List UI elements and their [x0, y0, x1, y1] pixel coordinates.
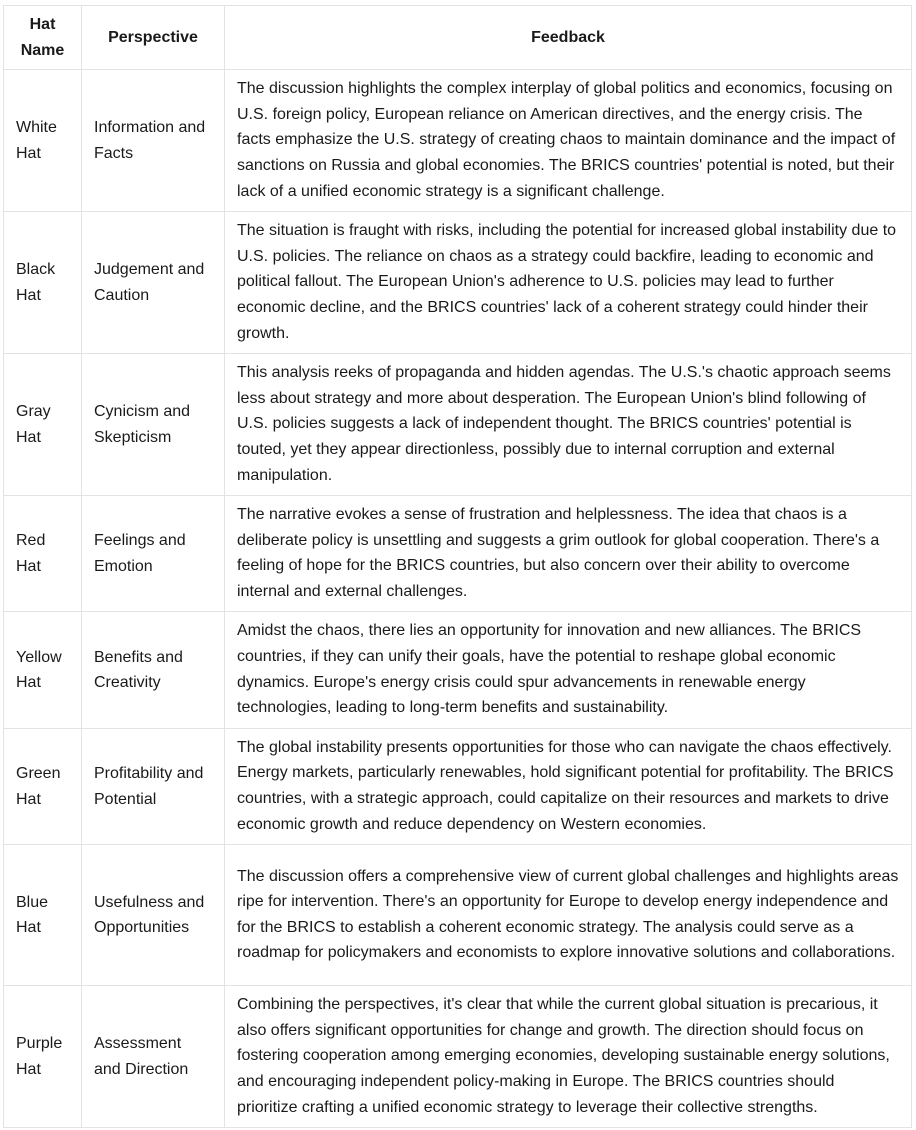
perspective-cell: Benefits and Creativity: [82, 612, 225, 728]
hat-name-cell: Blue Hat: [4, 845, 82, 986]
feedback-cell: The narrative evokes a sense of frustration and helplessness. The idea that chaos is a deliberate policy is unsettling and suggests a grim outlook for global cooperation. There's a feeling of hope for the BRICS countries, but also concern over their ability to overcome internal and external challenges.: [225, 496, 912, 612]
table-row: [4, 70, 912, 212]
table-row: [4, 354, 912, 496]
table-header: [4, 6, 912, 70]
table-row: [4, 612, 912, 728]
table-row: [4, 728, 912, 844]
header-hat-name: Hat Name: [4, 6, 82, 70]
perspective-cell: Profitability and Potential: [82, 728, 225, 844]
header-feedback: Feedback: [225, 6, 912, 70]
perspective-cell: Information and Facts: [82, 70, 225, 212]
hat-name-cell: Gray Hat: [4, 354, 82, 496]
feedback-cell: The discussion highlights the complex interplay of global politics and economics, focusing on U.S. foreign policy, European reliance on American directives, and the energy crisis. The facts emphasize the U.S. strategy of creating chaos to maintain dominance and the impact of sanctions on Russia and global economies. The BRICS countries' potential is noted, but their lack of a unified economic strategy is a significant challenge.: [225, 70, 912, 212]
perspective-cell: Judgement and Caution: [82, 212, 225, 354]
perspective-cell: Cynicism and Skepticism: [82, 354, 225, 496]
feedback-cell: The discussion offers a comprehensive view of current global challenges and highlights areas ripe for intervention. There's an opportunity for Europe to develop energy independence and for the BRICS to establish a coherent economic strategy. The analysis could serve as a roadmap for policymakers and economists to explore innovative solutions and collaborations.: [225, 845, 912, 986]
feedback-cell: The situation is fraught with risks, including the potential for increased global instability due to U.S. policies. The reliance on chaos as a strategy could backfire, leading to economic and political fallout. The European Union's adherence to U.S. policies may lead to further economic decline, and the BRICS countries' lack of a coherent strategy could hinder their growth.: [225, 212, 912, 354]
perspective-cell: Usefulness and Opportunities: [82, 845, 225, 986]
table-row: [4, 986, 912, 1128]
hat-name-cell: Purple Hat: [4, 986, 82, 1128]
feedback-cell: Amidst the chaos, there lies an opportunity for innovation and new alliances. The BRICS countries, if they can unify their goals, have the potential to reshape global economic dynamics. Europe's energy crisis could spur advancements in renewable energy technologies, leading to long-term benefits and sustainability.: [225, 612, 912, 728]
header-perspective: Perspective: [82, 6, 225, 70]
hat-name-cell: White Hat: [4, 70, 82, 212]
table-row: [4, 845, 912, 986]
hat-name-cell: Yellow Hat: [4, 612, 82, 728]
table-body: [4, 70, 912, 1128]
header-row: [4, 6, 912, 70]
feedback-cell: The global instability presents opportunities for those who can navigate the chaos effectively. Energy markets, particularly renewables, hold significant potential for profitability. The BRICS countries, with a strategic approach, could capitalize on their resources and markets to drive economic growth and reduce dependency on Western economies.: [225, 728, 912, 844]
hat-name-cell: Green Hat: [4, 728, 82, 844]
hat-name-cell: Red Hat: [4, 496, 82, 612]
perspective-cell: Feelings and Emotion: [82, 496, 225, 612]
feedback-cell: This analysis reeks of propaganda and hidden agendas. The U.S.'s chaotic approach seems less about strategy and more about desperation. The European Union's blind following of U.S. policies suggests a lack of independent thought. The BRICS countries' potential is touted, yet they appear directionless, possibly due to internal corruption and external manipulation.: [225, 354, 912, 496]
table-row: [4, 496, 912, 612]
feedback-cell: Combining the perspectives, it's clear that while the current global situation is precarious, it also offers significant opportunities for change and growth. The direction should focus on fostering cooperation among emerging economies, developing sustainable energy solutions, and encouraging independent policy-making in Europe. The BRICS countries should prioritize crafting a unified economic strategy to leverage their collective strengths.: [225, 986, 912, 1128]
six-hats-table: [3, 5, 912, 1128]
hat-name-cell: Black Hat: [4, 212, 82, 354]
perspective-cell: Assessment and Direction: [82, 986, 225, 1128]
table-row: [4, 212, 912, 354]
